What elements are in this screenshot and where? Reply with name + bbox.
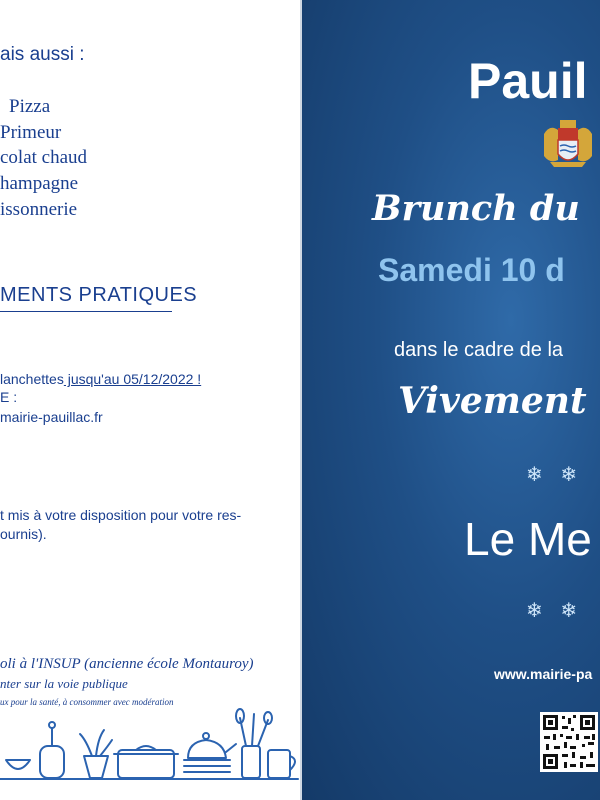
website-link[interactable]: www.mairie-pa xyxy=(494,666,593,682)
town-title: Pauil xyxy=(468,53,588,109)
qr-code-graphic xyxy=(540,712,598,772)
right-panel xyxy=(302,0,600,800)
event-date: Samedi 10 d xyxy=(378,252,565,288)
event-name: Vivement xyxy=(398,380,587,422)
footer-line-3: ux pour la santé, à consommer avec modération xyxy=(0,697,174,707)
info-line-1 xyxy=(0,371,201,387)
snowflake-icon-2: ❄ ❄ xyxy=(526,600,584,622)
section-title: MENTS PRATIQUES xyxy=(0,284,198,306)
section-rule xyxy=(0,311,172,312)
menu-item-chocolat: colat chaud xyxy=(0,147,88,168)
info-line-5: ournis). xyxy=(0,526,47,542)
info-line-2: E : xyxy=(0,389,18,405)
footer-line-2: nter sur la voie publique xyxy=(0,676,128,691)
coat-of-arms-graphic xyxy=(540,120,596,168)
footer-line-1: oli à l'INSUP (ancienne école Montauroy) xyxy=(0,656,254,672)
info-line-4: t mis à votre disposition pour votre res- xyxy=(0,507,242,523)
kitchen-illustration xyxy=(0,700,300,784)
qr-code-icon[interactable] xyxy=(540,712,598,777)
menu-item-primeur: Primeur xyxy=(0,122,62,143)
menu-item-champagne: hampagne xyxy=(0,173,79,194)
kitchen-drawing xyxy=(0,700,300,784)
snowflake-icon: ❄ ❄ xyxy=(526,464,584,486)
menu-item-pizza: Pizza xyxy=(9,96,51,117)
website-link-left[interactable]: mairie-pauillac.fr xyxy=(0,409,103,425)
event-title: Brunch du xyxy=(372,188,580,229)
coat-of-arms-icon xyxy=(540,120,596,173)
venue-title: Le Me xyxy=(464,513,592,565)
info-line-1a: lanchettes xyxy=(0,371,64,387)
intro-text: ais aussi : xyxy=(0,44,85,65)
menu-item-poissonnerie: issonnerie xyxy=(0,199,78,220)
deadline-text: jusqu'au 05/12/2022 ! xyxy=(63,371,202,387)
context-text: dans le cadre de la xyxy=(394,339,564,361)
